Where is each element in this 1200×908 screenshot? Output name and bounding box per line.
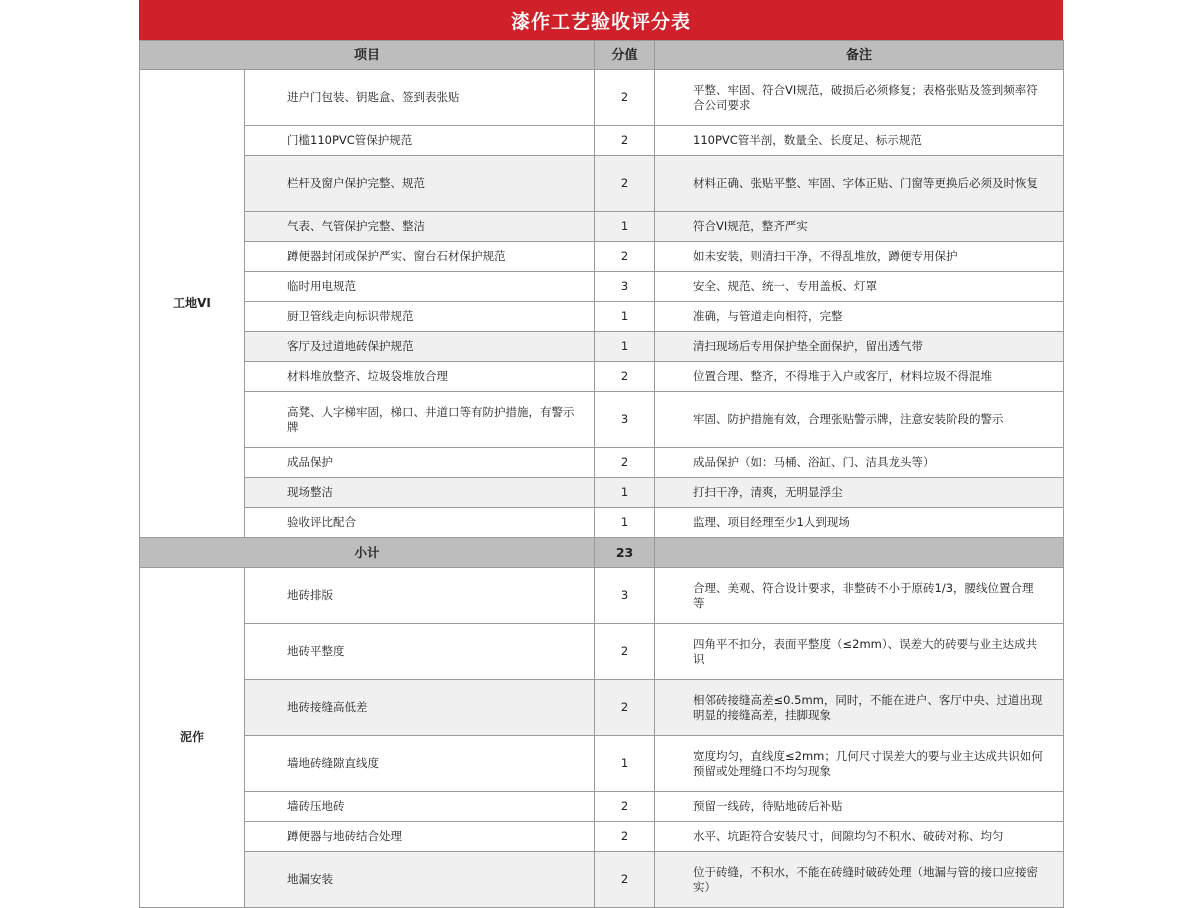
subtotal-score: 23 <box>595 538 655 568</box>
note-cell: 预留一线砖，待贴地砖后补贴 <box>655 792 1064 822</box>
note-cell: 合理、美观、符合设计要求，非整砖不小于原砖1/3，腰线位置合理等 <box>655 568 1064 624</box>
score-cell: 2 <box>595 822 655 852</box>
item-cell: 材料堆放整齐、垃圾袋堆放合理 <box>245 362 595 392</box>
note-cell: 安全、规范、统一、专用盖板、灯罩 <box>655 272 1064 302</box>
score-cell: 1 <box>595 478 655 508</box>
table-row <box>140 448 1064 478</box>
item-cell: 厨卫管线走向标识带规范 <box>245 302 595 332</box>
note-cell: 打扫干净，清爽，无明显浮尘 <box>655 478 1064 508</box>
table-row <box>140 392 1064 448</box>
table-row <box>140 126 1064 156</box>
item-cell: 成品保护 <box>245 448 595 478</box>
header-row <box>140 41 1064 70</box>
subtotal-row <box>140 538 1064 568</box>
item-cell: 气表、气管保护完整、整洁 <box>245 212 595 242</box>
table-row <box>140 568 1064 624</box>
note-cell: 四角平不扣分，表面平整度（≤2mm）、误差大的砖要与业主达成共识 <box>655 624 1064 680</box>
item-cell: 门槛110PVC管保护规范 <box>245 126 595 156</box>
table-row <box>140 70 1064 126</box>
sheet-title: 漆作工艺验收评分表 <box>139 0 1063 40</box>
table-row <box>140 792 1064 822</box>
score-sheet <box>139 0 1063 908</box>
table-row <box>140 332 1064 362</box>
table-row <box>140 362 1064 392</box>
note-cell: 如未安装，则清扫干净，不得乱堆放，蹲便专用保护 <box>655 242 1064 272</box>
table-row <box>140 852 1064 908</box>
item-cell: 现场整洁 <box>245 478 595 508</box>
table-row <box>140 624 1064 680</box>
table-row <box>140 212 1064 242</box>
table-row <box>140 156 1064 212</box>
score-cell: 1 <box>595 332 655 362</box>
note-cell: 牢固、防护措施有效，合理张贴警示牌，注意安装阶段的警示 <box>655 392 1064 448</box>
item-cell: 高凳、人字梯牢固，梯口、井道口等有防护措施，有警示牌 <box>245 392 595 448</box>
subtotal-note <box>655 538 1064 568</box>
item-cell: 墙砖压地砖 <box>245 792 595 822</box>
score-cell: 2 <box>595 792 655 822</box>
score-table <box>139 40 1064 908</box>
item-cell: 进户门包装、钥匙盒、签到表张贴 <box>245 70 595 126</box>
note-cell: 准确，与管道走向相符，完整 <box>655 302 1064 332</box>
item-cell: 地砖接缝高低差 <box>245 680 595 736</box>
category-cell: 泥作 <box>140 568 245 908</box>
subtotal-label: 小计 <box>140 538 595 568</box>
note-cell: 监理、项目经理至少1人到现场 <box>655 508 1064 538</box>
score-cell: 3 <box>595 392 655 448</box>
score-cell: 1 <box>595 508 655 538</box>
note-cell: 平整、牢固、符合VI规范，破损后必须修复；表格张贴及签到频率符合公司要求 <box>655 70 1064 126</box>
note-cell: 符合VI规范，整齐严实 <box>655 212 1064 242</box>
score-cell: 2 <box>595 448 655 478</box>
item-cell: 验收评比配合 <box>245 508 595 538</box>
note-cell: 相邻砖接缝高差≤0.5mm，同时，不能在进户、客厅中央、过道出现明显的接缝高差，挂脚现象 <box>655 680 1064 736</box>
note-cell: 材料正确、张贴平整、牢固、字体正贴、门窗等更换后必须及时恢复 <box>655 156 1064 212</box>
score-cell: 2 <box>595 852 655 908</box>
score-cell: 2 <box>595 70 655 126</box>
score-cell: 2 <box>595 680 655 736</box>
table-row <box>140 302 1064 332</box>
category-cell: 工地VI <box>140 70 245 538</box>
table-row <box>140 822 1064 852</box>
table-row <box>140 242 1064 272</box>
item-cell: 地砖平整度 <box>245 624 595 680</box>
score-cell: 1 <box>595 212 655 242</box>
item-cell: 临时用电规范 <box>245 272 595 302</box>
item-cell: 蹲便器与地砖结合处理 <box>245 822 595 852</box>
note-cell: 位于砖缝，不积水，不能在砖缝时破砖处理（地漏与管的接口应接密实） <box>655 852 1064 908</box>
item-cell: 蹲便器封闭或保护严实、窗台石材保护规范 <box>245 242 595 272</box>
table-row <box>140 478 1064 508</box>
score-cell: 1 <box>595 736 655 792</box>
table-row <box>140 680 1064 736</box>
item-cell: 地漏安装 <box>245 852 595 908</box>
table-row <box>140 508 1064 538</box>
column-header-score: 分值 <box>595 41 655 70</box>
score-cell: 2 <box>595 362 655 392</box>
item-cell: 栏杆及窗户保护完整、规范 <box>245 156 595 212</box>
score-cell: 1 <box>595 302 655 332</box>
item-cell: 地砖排版 <box>245 568 595 624</box>
note-cell: 位置合理、整齐，不得堆于入户或客厅，材料垃圾不得混堆 <box>655 362 1064 392</box>
table-row <box>140 272 1064 302</box>
table-row <box>140 736 1064 792</box>
score-cell: 2 <box>595 126 655 156</box>
note-cell: 110PVC管半剖，数量全、长度足、标示规范 <box>655 126 1064 156</box>
score-cell: 2 <box>595 156 655 212</box>
note-cell: 成品保护（如：马桶、浴缸、门、洁具龙头等） <box>655 448 1064 478</box>
score-cell: 3 <box>595 272 655 302</box>
score-cell: 2 <box>595 624 655 680</box>
score-cell: 2 <box>595 242 655 272</box>
column-header-item: 项目 <box>140 41 595 70</box>
note-cell: 水平、坑距符合安装尺寸，间隙均匀不积水、破砖对称、均匀 <box>655 822 1064 852</box>
note-cell: 宽度均匀，直线度≤2mm；几何尺寸误差大的要与业主达成共识如何预留或处理缝口不均匀现象 <box>655 736 1064 792</box>
score-cell: 3 <box>595 568 655 624</box>
item-cell: 墙地砖缝隙直线度 <box>245 736 595 792</box>
note-cell: 清扫现场后专用保护垫全面保护，留出透气带 <box>655 332 1064 362</box>
item-cell: 客厅及过道地砖保护规范 <box>245 332 595 362</box>
column-header-note: 备注 <box>655 41 1064 70</box>
